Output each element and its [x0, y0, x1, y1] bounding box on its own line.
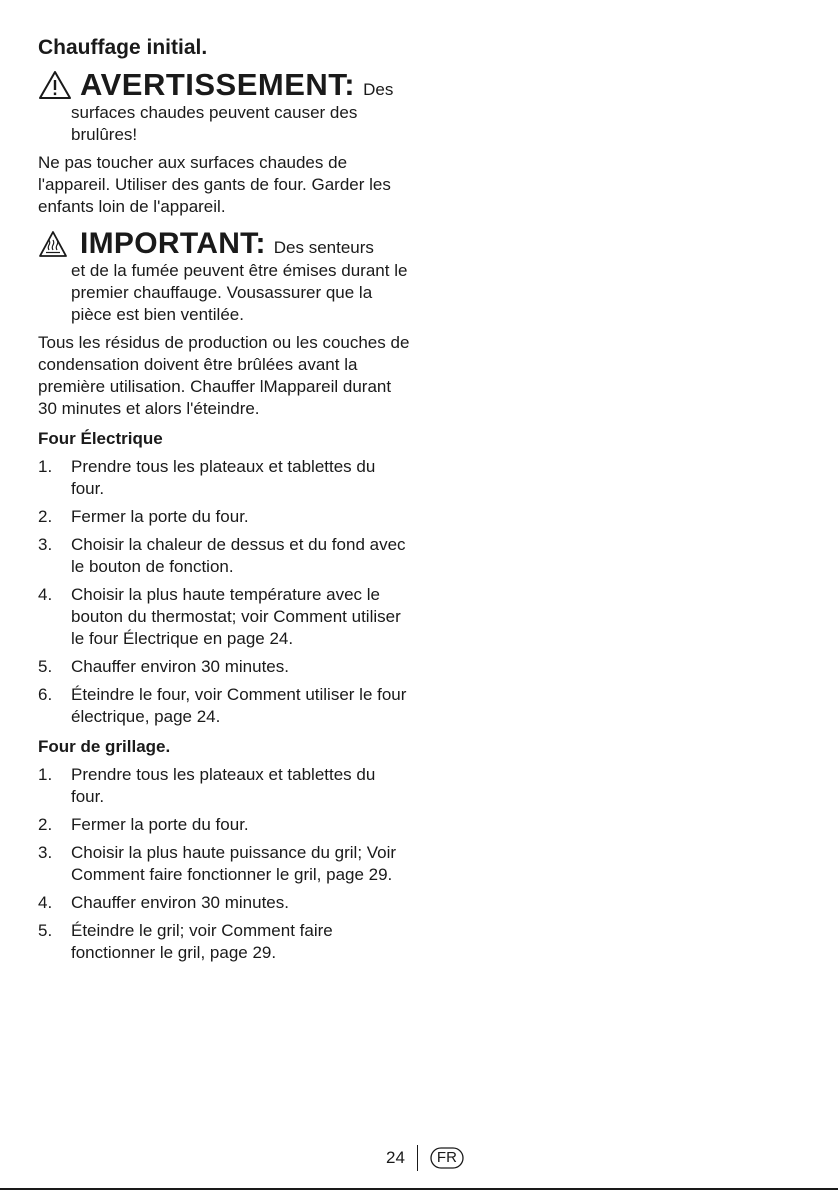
page-footer: [386, 1145, 464, 1171]
list-item: [38, 892, 410, 914]
important-header: [38, 228, 410, 260]
step-number: 5.: [38, 657, 53, 676]
step-number: 6.: [38, 685, 53, 704]
step-text: Prendre tous les plateaux et tablettes du four.: [71, 457, 376, 498]
list-item: [38, 456, 410, 500]
bottom-rule: [0, 1188, 838, 1190]
step-text: Chauffer environ 30 minutes.: [71, 657, 289, 676]
warning-header: [38, 68, 410, 102]
list-item: [38, 920, 410, 964]
step-text: Chauffer environ 30 minutes.: [71, 893, 289, 912]
step-text: Choisir la plus haute puissance du gril; Voir Comment faire fonctionner le gril, page 29.: [71, 843, 397, 884]
warning-paragraph: Ne pas toucher aux surfaces chaudes de l'appareil. Utiliser des gants de four. Garder les enfants loin de l'appareil.: [38, 153, 391, 216]
important-label: IMPORTANT:: [80, 227, 266, 260]
list-item: [38, 764, 410, 808]
list-item: [38, 584, 410, 650]
section-heading-electric: Four Électrique: [38, 429, 163, 448]
warning-triangle-icon: [38, 70, 72, 100]
important-paragraph: Tous les résidus de production ou les couches de condensation doivent être brûlées avant la première utilisation. Chauffer lMappareil durant 30 minutes et alors l'éteindre.: [38, 333, 410, 418]
footer-divider: [417, 1145, 418, 1171]
list-item: [38, 534, 410, 578]
section-heading-grill: Four de grillage.: [38, 737, 171, 756]
step-number: 1.: [38, 457, 53, 476]
step-number: 4.: [38, 893, 53, 912]
step-text: Choisir la chaleur de dessus et du fond avec le bouton de fonction.: [71, 535, 406, 576]
step-number: 2.: [38, 815, 53, 834]
step-text: Fermer la porte du four.: [71, 815, 249, 834]
list-item: [38, 506, 410, 528]
language-code: FR: [436, 1149, 457, 1166]
step-number: 3.: [38, 843, 53, 862]
warning-lead: Des: [363, 80, 394, 99]
important-lead: Des senteurs: [273, 238, 374, 257]
step-text: Éteindre le gril; voir Comment faire fonctionner le gril, page 29.: [71, 921, 333, 962]
step-text: Éteindre le four, voir Comment utiliser le four électrique, page 24.: [71, 685, 407, 726]
steps-list-grill: [38, 764, 410, 964]
list-item: [38, 656, 410, 678]
list-item: [38, 842, 410, 886]
step-text: Prendre tous les plateaux et tablettes du four.: [71, 765, 376, 806]
content-column: [38, 34, 410, 970]
warning-label: AVERTISSEMENT:: [80, 67, 356, 102]
page-number: 24: [386, 1148, 405, 1167]
list-item: [38, 684, 410, 728]
step-number: 4.: [38, 585, 53, 604]
step-number: 1.: [38, 765, 53, 784]
step-number: 2.: [38, 507, 53, 526]
steps-list-electric: [38, 456, 410, 728]
language-badge: [430, 1147, 464, 1169]
step-text: Fermer la porte du four.: [71, 507, 249, 526]
page-title: Chauffage initial.: [38, 36, 208, 59]
step-number: 3.: [38, 535, 53, 554]
step-text: Choisir la plus haute température avec le bouton du thermostat; voir Comment utiliser le four Électrique en page 24.: [71, 585, 401, 648]
warning-text: surfaces chaudes peuvent causer des brulûres!: [71, 103, 358, 144]
list-item: [38, 814, 410, 836]
step-number: 5.: [38, 921, 53, 940]
important-text: et de la fumée peuvent être émises durant le premier chauffauge. Vousassurer que la pièce est bien ventilée.: [71, 261, 408, 324]
hot-surface-triangle-icon: [38, 230, 68, 258]
